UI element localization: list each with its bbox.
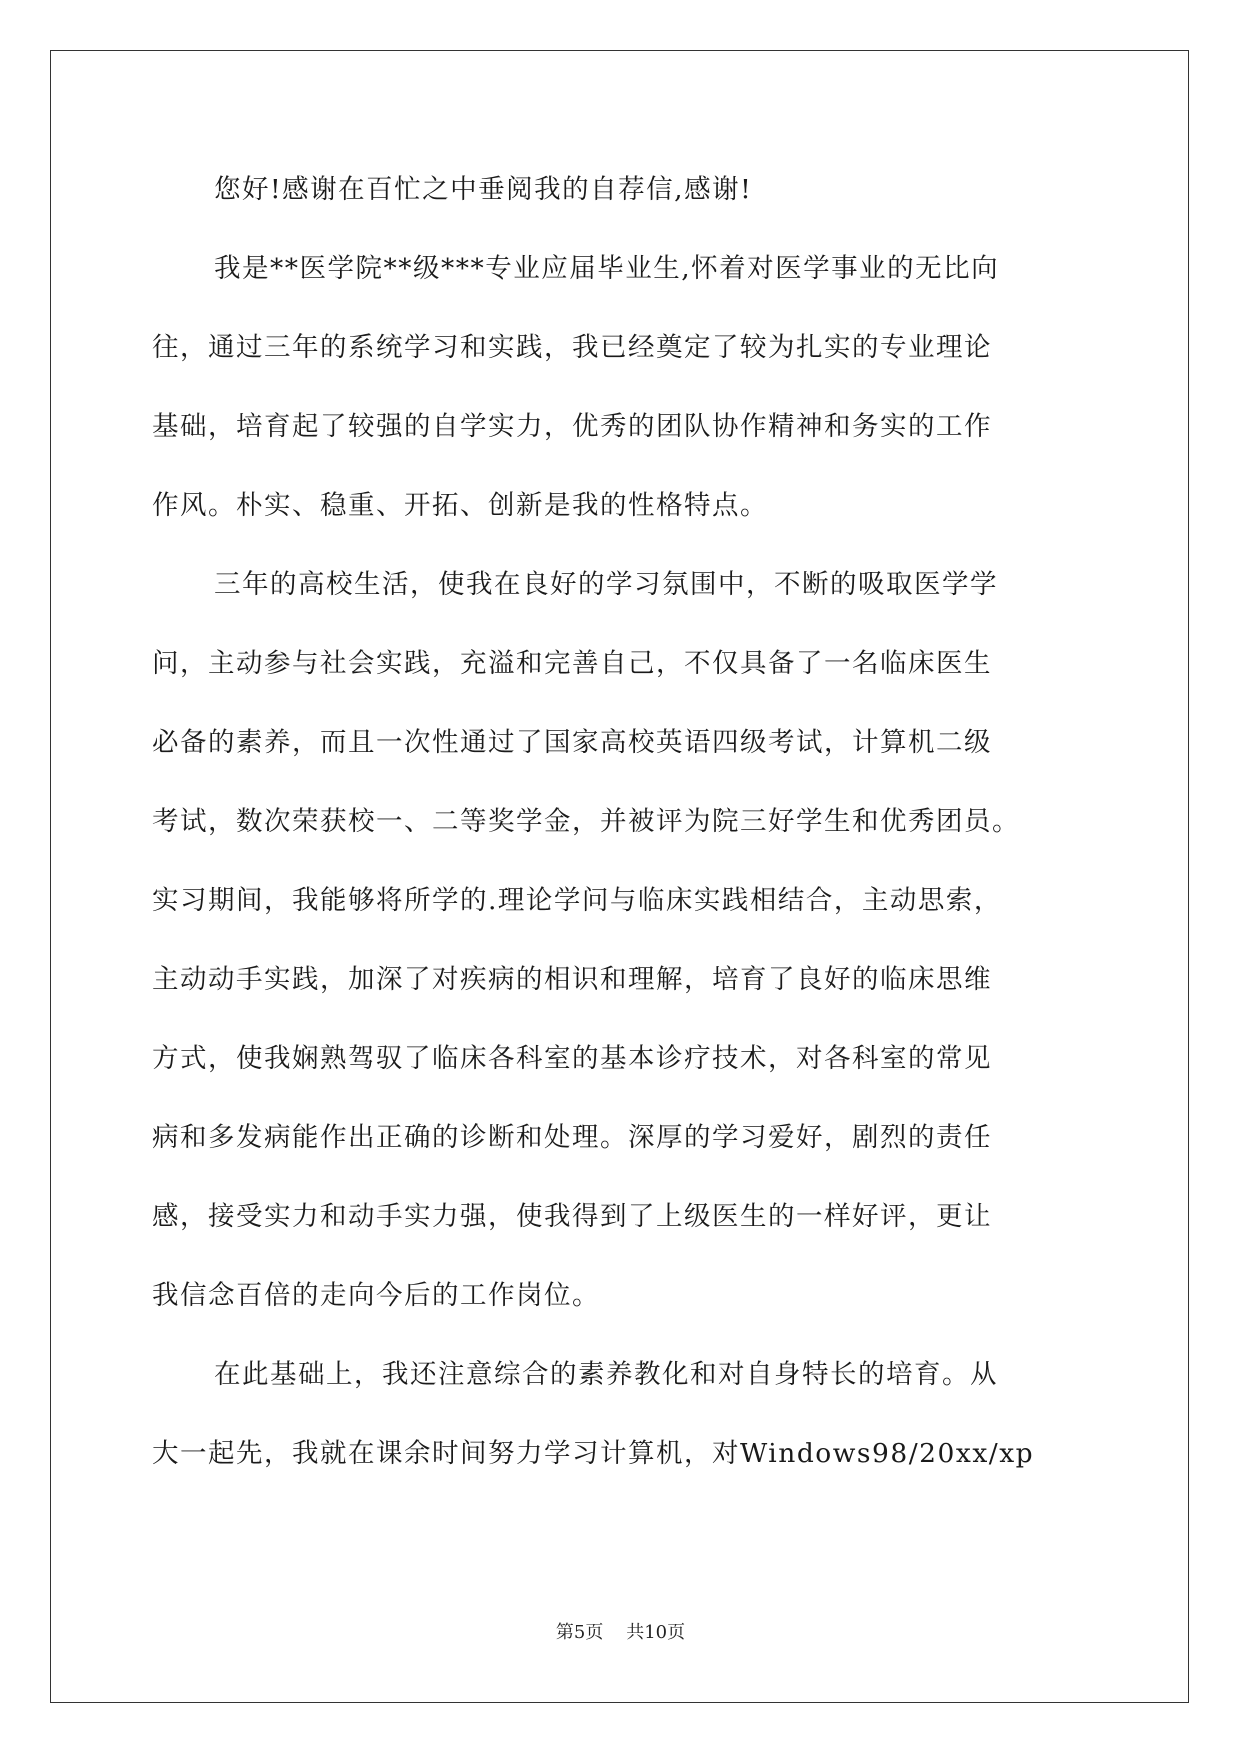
text-line: 基础，培育起了较强的自学实力，优秀的团队协作精神和务实的工作 bbox=[152, 411, 992, 442]
text-line: 作风。朴实、稳重、开拓、创新是我的性格特点。 bbox=[152, 490, 768, 521]
text-line: 方式，使我娴熟驾驭了临床各科室的基本诊疗技术，对各科室的常见 bbox=[152, 1043, 992, 1074]
text-line: 问，主动参与社会实践，充溢和完善自己，不仅具备了一名临床医生 bbox=[152, 648, 992, 679]
text-line: 我信念百倍的走向今后的工作岗位。 bbox=[152, 1280, 600, 1311]
text-line: 必备的素养，而且一次性通过了国家高校英语四级考试，计算机二级 bbox=[152, 727, 992, 758]
text-line: 我是**医学院**级***专业应届毕业生,怀着对医学事业的无比向 bbox=[214, 253, 1000, 284]
text-line: 实习期间，我能够将所学的.理论学问与临床实践相结合，主动思索， bbox=[152, 885, 1002, 916]
text-line: 大一起先，我就在课余时间努力学习计算机，对Windows98/20xx/xp bbox=[152, 1438, 1035, 1469]
text-line: 在此基础上，我还注意综合的素养教化和对自身特长的培育。从 bbox=[214, 1359, 998, 1390]
text-line: 您好!感谢在百忙之中垂阅我的自荐信,感谢! bbox=[214, 174, 753, 205]
page-total: 共10页 bbox=[626, 1622, 686, 1643]
letter-body bbox=[152, 150, 1092, 1493]
page-footer bbox=[0, 1618, 1241, 1644]
text-line: 三年的高校生活，使我在良好的学习氛围中，不断的吸取医学学 bbox=[214, 569, 998, 600]
text-line: 病和多发病能作出正确的诊断和处理。深厚的学习爱好，剧烈的责任 bbox=[152, 1122, 992, 1153]
text-line: 感，接受实力和动手实力强，使我得到了上级医生的一样好评，更让 bbox=[152, 1201, 992, 1232]
text-line: 往，通过三年的系统学习和实践，我已经奠定了较为扎实的专业理论 bbox=[152, 332, 992, 363]
text-line: 主动动手实践，加深了对疾病的相识和理解，培育了良好的临床思维 bbox=[152, 964, 992, 995]
page-number: 第5页 bbox=[555, 1622, 604, 1643]
text-line: 考试，数次荣获校一、二等奖学金，并被评为院三好学生和优秀团员。 bbox=[152, 806, 1020, 837]
